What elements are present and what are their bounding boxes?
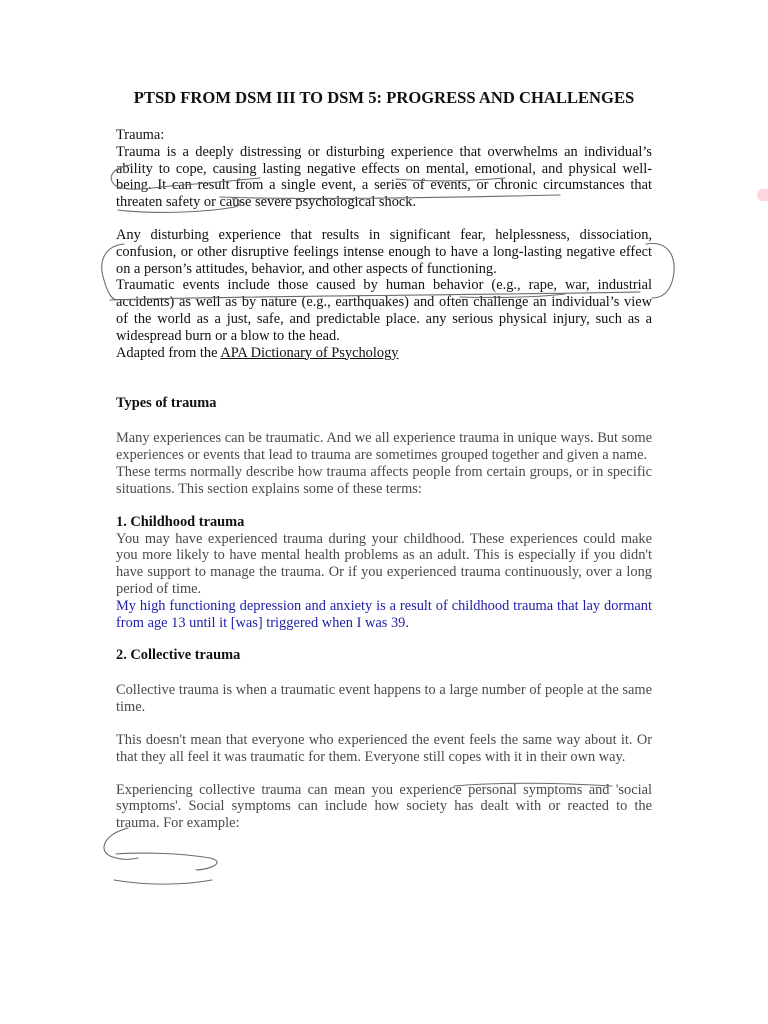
- spacer: [116, 211, 652, 227]
- social-symptoms-circle-annotation: [116, 853, 217, 870]
- types-intro-1: Many experiences can be traumatic. And we all experience trauma in unique ways. But some experiences or events that lead to trauma are sometimes grouped together and given a name.: [116, 430, 652, 464]
- spacer: [116, 766, 652, 782]
- trauma-definition: Trauma is a deeply distressing or disturbing experience that overwhelms an individual’s ability to cope, causing lasting negative effects on mental, emotional, and physical well-being. It can result from a single event, a series of events, or chronic circumstances that threaten safety or cause severe psychological shock.: [116, 143, 652, 211]
- collective-text-3: Experiencing collective trauma can mean you experience personal symptoms and 'social symptoms'. Social symptoms can include how society has dealt with or reacted to the trauma. For example:: [116, 781, 652, 832]
- childhood-text: You may have experienced trauma during your childhood. These experiences could make you more likely to have mental health problems as an adult. This is especially if you didn't have support to manage the trauma. Or if you experienced trauma continuously, over a long period of time.: [116, 530, 652, 597]
- apa-definition-paragraph: Any disturbing experience that results in significant fear, helplessness, dissociation, confusion, or other disruptive feelings intense enough to have a long-lasting negative effect on a person’s attitudes, behavior, and other aspects of functioning.: [116, 226, 652, 277]
- spacer: [116, 498, 652, 514]
- types-heading: Types of trauma: [116, 395, 217, 412]
- spacer: [116, 631, 652, 647]
- collective-bracket-annotation: [104, 828, 138, 859]
- apa-dictionary-link[interactable]: APA Dictionary of Psychology: [220, 344, 399, 361]
- collective-heading: 2. Collective trauma: [116, 647, 241, 664]
- apa-examples-paragraph: Traumatic events include those caused by human behavior (e.g., rape, war, industrial accidents) as well as by nature (e.g., earthquakes) and often challenge an individual’s view of the world as a just, safe, and predictable place. any serious physical injury, such as a widespread burn or a blow to the head.: [116, 277, 652, 344]
- childhood-heading: 1. Childhood trauma: [116, 513, 245, 530]
- pink-mark: [757, 189, 768, 201]
- collective-text-2: This doesn't mean that everyone who experienced the event feels the same way about it. Or that they all feel it was traumatic for them. Everyone still copes with it in their own way.: [116, 731, 652, 765]
- trauma-label: Trauma:: [116, 127, 165, 143]
- types-intro-2: These terms normally describe how trauma affects people from certain groups, or in specific situations. This section explains some of these terms:: [116, 463, 652, 497]
- collective-text-1: Collective trauma is when a traumatic event happens to a large number of people at the same time.: [116, 682, 652, 716]
- adapted-from-line: [116, 345, 652, 362]
- trauma-underline-annotation: [114, 880, 212, 884]
- spacer: [116, 664, 652, 682]
- document-page: [116, 88, 652, 832]
- spacer: [116, 716, 652, 732]
- childhood-quote: My high functioning depression and anxiety is a result of childhood trauma that lay dormant from age 13 until it [was] triggered when I was 39.: [116, 597, 652, 631]
- spacer: [116, 412, 652, 430]
- adapted-prefix: Adapted from the: [116, 344, 221, 361]
- page-title: PTSD FROM DSM III TO DSM 5: PROGRESS AND CHALLENGES: [133, 88, 635, 107]
- spacer: [116, 361, 652, 395]
